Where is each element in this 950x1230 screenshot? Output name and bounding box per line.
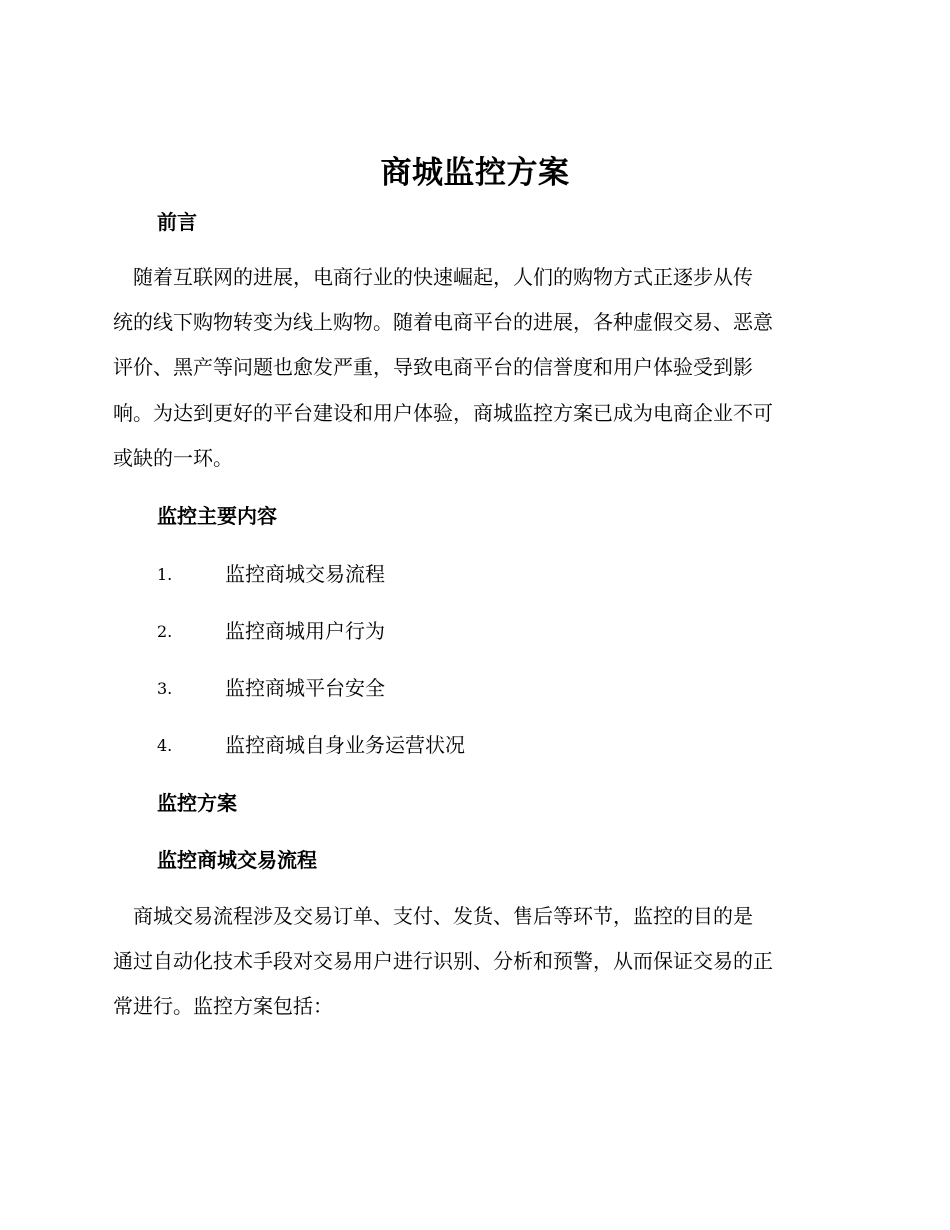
list-number: 3. (157, 679, 173, 698)
paragraph-line: 统的线下购物转变为线上购物。随着电商平台的进展，各种虚假交易、恶意 (113, 310, 773, 335)
subsection-heading: 监控商城交易流程 (157, 848, 317, 872)
paragraph-line: 评价、黑产等问题也愈发严重，导致电商平台的信誉度和用户体验受到影 (113, 355, 753, 380)
list-text: 监控商城自身业务运营状况 (225, 733, 465, 757)
subsection-paragraph (113, 894, 833, 1030)
list-number: 4. (157, 736, 173, 755)
preface-paragraph (113, 255, 833, 481)
paragraph-line: 或缺的一环。 (113, 445, 233, 470)
preface-heading: 前言 (157, 210, 197, 234)
list-text: 监控商城交易流程 (225, 562, 385, 586)
paragraph-line: 通过自动化技术手段对交易用户进行识别、分析和预警，从而保证交易的正 (113, 949, 773, 974)
paragraph-line: 商城交易流程涉及交易订单、支付、发货、售后等环节，监控的目的是 (113, 904, 753, 928)
list-text: 监控商城平台安全 (225, 676, 385, 700)
content-heading: 监控主要内容 (157, 504, 277, 528)
list-text: 监控商城用户行为 (225, 619, 385, 643)
paragraph-line: 随着互联网的进展，电商行业的快速崛起，人们的购物方式正逐步从传 (113, 265, 753, 289)
list-number: 2. (157, 622, 173, 641)
list-number: 1. (157, 565, 173, 584)
paragraph-line: 响。为达到更好的平台建设和用户体验，商城监控方案已成为电商企业不可 (113, 400, 773, 425)
plan-heading: 监控方案 (157, 791, 237, 815)
paragraph-line: 常进行。监控方案包括： (113, 994, 333, 1019)
document-title: 商城监控方案 (380, 155, 570, 191)
